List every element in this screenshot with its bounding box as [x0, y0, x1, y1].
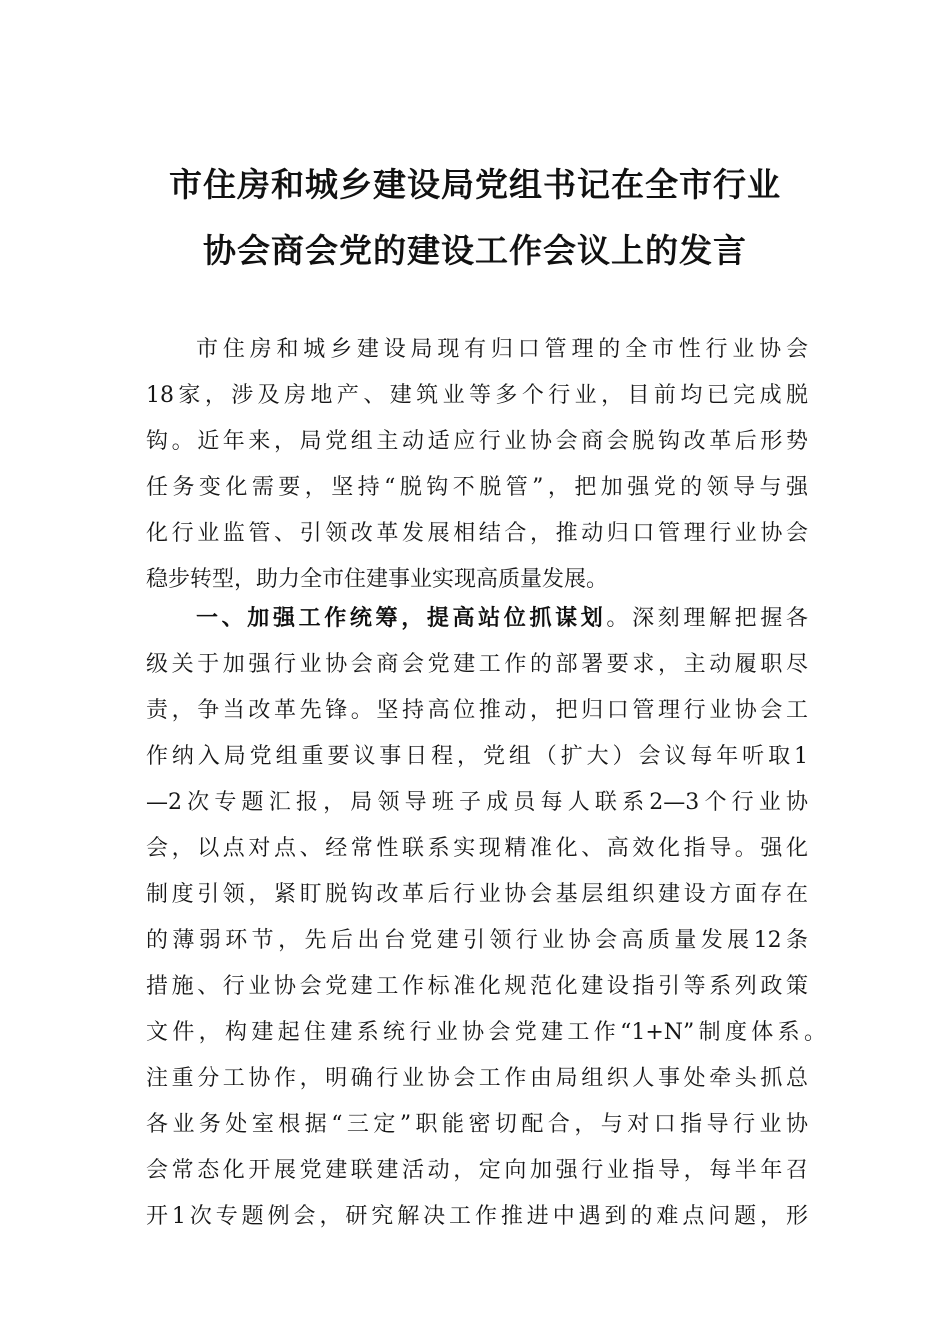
- paragraph-2-line-14: 开1次专题例会，研究解决工作推进中遇到的难点问题，形: [146, 1204, 808, 1229]
- paragraph-2-line-1-rest: 。深刻理解把握各: [606, 606, 808, 631]
- paragraph-1-line-1: 市住房和城乡建设局现有归口管理的全市性行业协会: [196, 337, 808, 362]
- document-title-line-2: 协会商会党的建设工作会议上的发言: [203, 231, 747, 270]
- section-heading: 一、加强工作统筹，提高站位抓谋划: [196, 606, 607, 631]
- paragraph-1-line-3: 钩。近年来，局党组主动适应行业协会商会脱钩改革后形势: [146, 429, 808, 454]
- paragraph-2-line-10: 文件，构建起住建系统行业协会党建工作“1+N”制度体系。: [146, 1020, 826, 1045]
- paragraph-2-line-7: 制度引领，紧盯脱钩改革后行业协会基层组织建设方面存在: [146, 882, 808, 907]
- paragraph-2-line-4: 作纳入局党组重要议事日程，党组（扩大）会议每年听取1: [146, 744, 808, 769]
- document-title-line-1: 市住房和城乡建设局党组书记在全市行业: [169, 165, 781, 204]
- paragraph-2-line-6: 会，以点对点、经常性联系实现精准化、高效化指导。强化: [146, 836, 808, 861]
- paragraph-2-line-5: —2次专题汇报，局领导班子成员每人联系2—3个行业协: [146, 790, 808, 815]
- paragraph-2-line-3: 责，争当改革先锋。坚持高位推动，把归口管理行业协会工: [146, 698, 808, 723]
- paragraph-2-line-13: 会常态化开展党建联建活动，定向加强行业指导，每半年召: [146, 1158, 808, 1183]
- paragraph-1-line-5: 化行业监管、引领改革发展相结合，推动归口管理行业协会: [146, 521, 808, 546]
- paragraph-2-line-2: 级关于加强行业协会商会党建工作的部署要求，主动履职尽: [146, 652, 808, 677]
- paragraph-2-line-12: 各业务处室根据“三定”职能密切配合，与对口指导行业协: [146, 1112, 808, 1137]
- paragraph-2-line-8: 的薄弱环节，先后出台党建引领行业协会高质量发展12条: [146, 928, 808, 953]
- paragraph-2-line-1: [196, 604, 808, 634]
- paragraph-2-line-11: 注重分工协作，明确行业协会工作由局组织人事处牵头抓总: [146, 1066, 808, 1091]
- paragraph-1-line-6: 稳步转型，助力全市住建事业实现高质量发展。: [146, 567, 609, 592]
- paragraph-2-line-9: 措施、行业协会党建工作标准化规范化建设指引等系列政策: [146, 974, 808, 999]
- paragraph-1-line-2: 18家，涉及房地产、建筑业等多个行业，目前均已完成脱: [146, 383, 808, 408]
- paragraph-1-line-4: 任务变化需要，坚持“脱钩不脱管”，把加强党的领导与强: [146, 475, 808, 500]
